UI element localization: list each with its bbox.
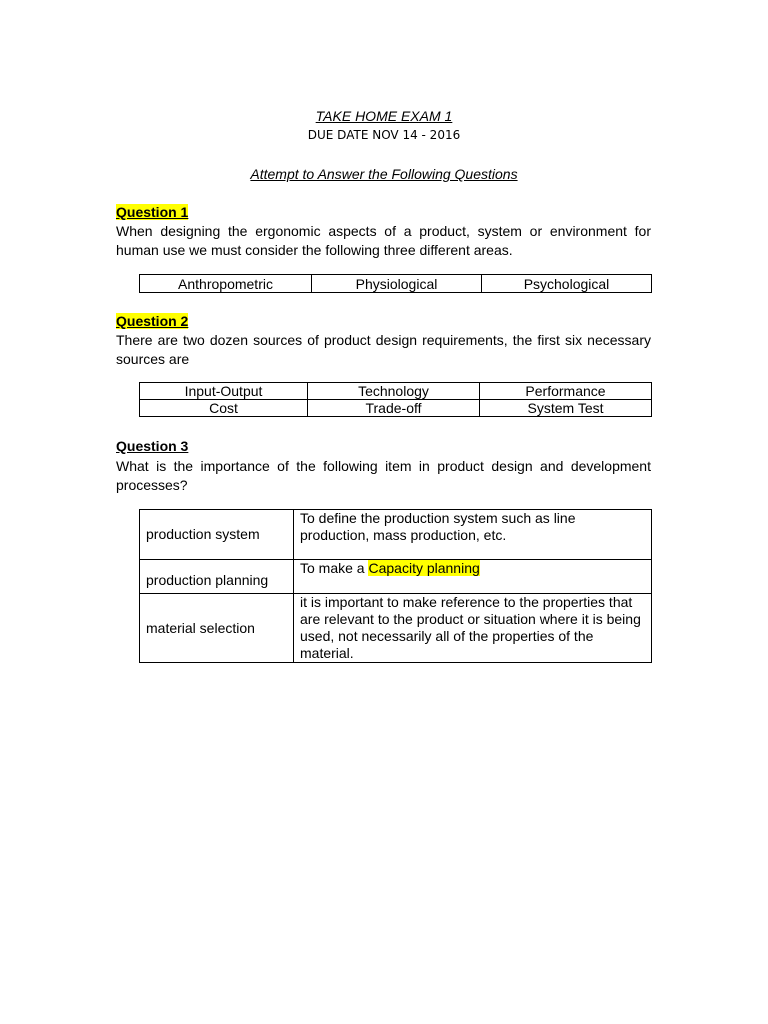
table-cell: System Test — [480, 400, 652, 417]
question-3-table — [139, 509, 652, 663]
question-1-table — [139, 274, 652, 293]
table-row — [140, 383, 652, 400]
table-cell: Input-Output — [140, 383, 308, 400]
table-cell: Anthropometric — [140, 275, 312, 293]
question-3-heading — [116, 438, 188, 454]
due-date: DUE DATE NOV 14 - 2016 — [307, 128, 461, 142]
table-cell: Cost — [140, 400, 308, 417]
table-cell: Psychological — [482, 275, 652, 293]
table-row — [140, 510, 652, 560]
row-label: production planning — [140, 560, 294, 594]
table-cell: Technology — [308, 383, 480, 400]
row-label: material selection — [140, 594, 294, 663]
question-2-heading-text: Question 2 — [116, 313, 189, 329]
row-answer-highlight: Capacity planning — [368, 560, 480, 576]
row-answer-prefix: To make a — [300, 560, 369, 576]
row-label: production system — [140, 510, 294, 560]
question-3-heading-text: Question 3 — [116, 438, 189, 454]
table-row — [140, 594, 652, 663]
table-row — [140, 275, 652, 293]
question-2-text: There are two dozen sources of product design requirements, the first six necessary sources are — [116, 332, 651, 367]
row-answer — [294, 560, 652, 594]
table-row — [140, 560, 652, 594]
table-cell: Physiological — [312, 275, 482, 293]
question-2-heading — [116, 313, 188, 329]
question-2-table — [139, 382, 652, 417]
table-cell: Trade-off — [308, 400, 480, 417]
row-answer: To define the production system such as line production, mass production, etc. — [294, 510, 652, 560]
exam-title: TAKE HOME EXAM 1 — [315, 108, 453, 124]
row-answer: it is important to make reference to the properties that are relevant to the product or situation where it is being used, not necessarily all of the properties of the material. — [294, 594, 652, 663]
instructions-subtitle: Attempt to Answer the Following Questions — [250, 166, 518, 182]
table-row — [140, 400, 652, 417]
question-1-text: When designing the ergonomic aspects of a product, system or environment for human use we must consider the following three different areas. — [116, 223, 651, 258]
question-3-text: What is the importance of the following item in product design and development processes? — [116, 458, 651, 493]
question-1-heading — [116, 204, 188, 220]
question-1-heading-text: Question 1 — [116, 204, 189, 220]
table-cell: Performance — [480, 383, 652, 400]
